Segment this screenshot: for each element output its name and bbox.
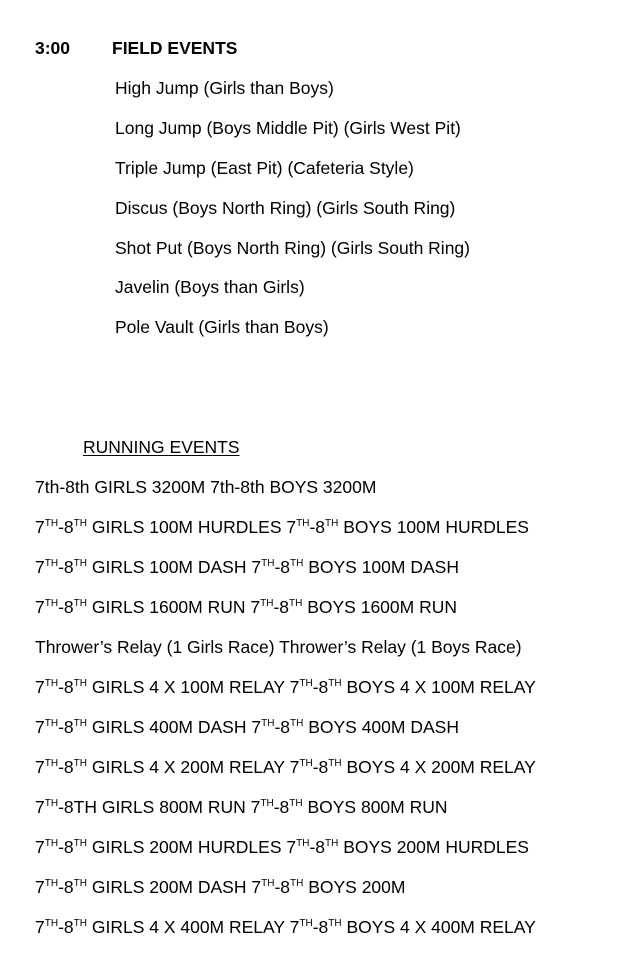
- ordinal-superscript: TH: [73, 838, 87, 849]
- ordinal-superscript: TH: [73, 758, 87, 769]
- ordinal-superscript: TH: [44, 558, 59, 569]
- ordinal-superscript: TH: [73, 678, 87, 689]
- ordinal-superscript: TH: [261, 558, 275, 569]
- field-event-item: High Jump (Girls than Boys): [115, 78, 334, 98]
- running-event-item: 7TH-8TH GIRLS 4 X 200M RELAY 7TH-8TH BOYS 4 X 200M RELAY: [35, 757, 536, 777]
- ordinal-superscript: TH: [44, 878, 59, 889]
- ordinal-superscript: TH: [73, 878, 87, 889]
- running-event-item: 7TH-8TH GIRLS 400M DASH 7TH-8TH BOYS 400M DASH: [35, 717, 459, 737]
- running-event-item: 7TH-8TH GIRLS 100M HURDLES 7TH-8TH BOYS 100M HURDLES: [35, 517, 529, 537]
- ordinal-superscript: TH: [325, 518, 339, 529]
- ordinal-superscript: TH: [44, 718, 59, 729]
- ordinal-superscript: TH: [289, 798, 303, 809]
- ordinal-superscript: TH: [260, 798, 274, 809]
- ordinal-superscript: TH: [44, 918, 59, 929]
- running-events-heading: RUNNING EVENTS: [83, 437, 240, 457]
- ordinal-superscript: TH: [289, 598, 303, 609]
- ordinal-superscript: TH: [44, 798, 59, 809]
- field-events-heading: FIELD EVENTS: [112, 38, 238, 58]
- ordinal-superscript: TH: [73, 718, 87, 729]
- ordinal-superscript: TH: [328, 918, 342, 929]
- ordinal-superscript: TH: [44, 598, 59, 609]
- field-event-item: Pole Vault (Girls than Boys): [115, 317, 329, 337]
- ordinal-superscript: TH: [261, 718, 275, 729]
- ordinal-superscript: TH: [44, 758, 59, 769]
- ordinal-superscript: TH: [296, 518, 310, 529]
- running-event-item: 7TH-8TH GIRLS 800M RUN 7TH-8TH BOYS 800M RUN: [35, 797, 448, 817]
- ordinal-superscript: TH: [290, 558, 304, 569]
- ordinal-superscript: TH: [260, 598, 274, 609]
- field-event-item: Javelin (Boys than Girls): [115, 277, 305, 297]
- running-event-item: Thrower’s Relay (1 Girls Race) Thrower’s Relay (1 Boys Race): [35, 637, 522, 657]
- running-event-item: 7TH-8TH GIRLS 1600M RUN 7TH-8TH BOYS 1600M RUN: [35, 597, 457, 617]
- ordinal-superscript: TH: [299, 678, 313, 689]
- ordinal-superscript: TH: [44, 838, 59, 849]
- ordinal-superscript: TH: [261, 878, 275, 889]
- running-event-item: 7TH-8TH GIRLS 200M DASH 7TH-8TH BOYS 200M: [35, 877, 406, 897]
- running-event-item: 7TH-8TH GIRLS 200M HURDLES 7TH-8TH BOYS 200M HURDLES: [35, 837, 529, 857]
- ordinal-superscript: TH: [73, 518, 87, 529]
- running-event-item: 7TH-8TH GIRLS 4 X 100M RELAY 7TH-8TH BOYS 4 X 100M RELAY: [35, 677, 536, 697]
- ordinal-superscript: TH: [44, 518, 59, 529]
- field-event-item: Triple Jump (East Pit) (Cafeteria Style): [115, 158, 414, 178]
- running-event-item: 7TH-8TH GIRLS 4 X 400M RELAY 7TH-8TH BOYS 4 X 400M RELAY: [35, 917, 536, 937]
- ordinal-superscript: TH: [299, 918, 313, 929]
- field-event-item: Discus (Boys North Ring) (Girls South Ring): [115, 198, 456, 218]
- running-event-item: 7TH-8TH GIRLS 100M DASH 7TH-8TH BOYS 100M DASH: [35, 557, 459, 577]
- ordinal-superscript: TH: [290, 718, 304, 729]
- field-events-time: 3:00: [35, 38, 71, 58]
- ordinal-superscript: TH: [73, 918, 87, 929]
- ordinal-superscript: TH: [290, 878, 304, 889]
- ordinal-superscript: TH: [328, 678, 342, 689]
- ordinal-superscript: TH: [328, 758, 342, 769]
- ordinal-superscript: TH: [73, 558, 87, 569]
- running-event-item: 7th-8th GIRLS 3200M 7th-8th BOYS 3200M: [35, 477, 377, 497]
- ordinal-superscript: TH: [73, 598, 87, 609]
- ordinal-superscript: TH: [44, 678, 59, 689]
- ordinal-superscript: TH: [296, 838, 310, 849]
- field-event-item: Long Jump (Boys Middle Pit) (Girls West Pit): [115, 118, 461, 138]
- ordinal-superscript: TH: [299, 758, 313, 769]
- ordinal-superscript: TH: [325, 838, 339, 849]
- field-event-item: Shot Put (Boys North Ring) (Girls South Ring): [115, 238, 470, 258]
